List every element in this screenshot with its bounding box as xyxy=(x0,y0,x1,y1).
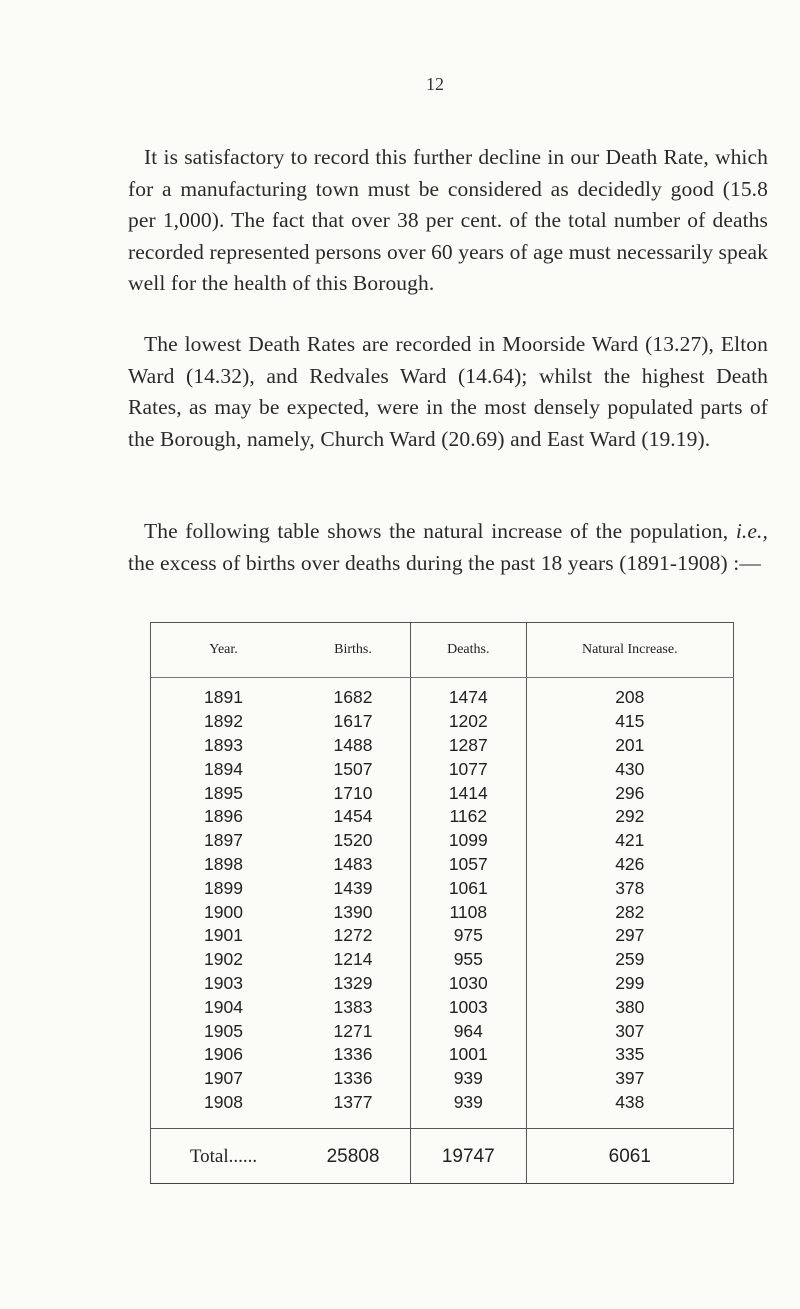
cell-births: 1520 xyxy=(296,829,411,853)
cell-natural-increase: 259 xyxy=(526,948,733,972)
cell-year: 1904 xyxy=(151,995,297,1019)
cell-deaths: 1474 xyxy=(411,678,527,710)
cell-year: 1895 xyxy=(151,781,297,805)
cell-natural-increase: 438 xyxy=(526,1091,733,1129)
cell-year: 1891 xyxy=(151,678,297,710)
cell-natural-increase: 307 xyxy=(526,1019,733,1043)
cell-deaths: 1108 xyxy=(411,900,527,924)
cell-natural-increase: 208 xyxy=(526,678,733,710)
cell-year: 1901 xyxy=(151,924,297,948)
intro-text-italic: i.e., xyxy=(735,519,768,543)
cell-births: 1336 xyxy=(296,1067,411,1091)
cell-year: 1900 xyxy=(151,900,297,924)
table-row xyxy=(151,995,734,1019)
cell-natural-increase: 282 xyxy=(526,900,733,924)
cell-births: 1454 xyxy=(296,805,411,829)
cell-natural-increase: 201 xyxy=(526,734,733,758)
cell-deaths: 1162 xyxy=(411,805,527,829)
table-row xyxy=(151,948,734,972)
cell-births: 1682 xyxy=(296,678,411,710)
cell-year: 1894 xyxy=(151,757,297,781)
cell-year: 1892 xyxy=(151,710,297,734)
cell-year: 1898 xyxy=(151,853,297,877)
cell-deaths: 939 xyxy=(411,1067,527,1091)
table-row xyxy=(151,710,734,734)
cell-natural-increase: 380 xyxy=(526,995,733,1019)
cell-natural-increase: 378 xyxy=(526,876,733,900)
cell-births: 1439 xyxy=(296,876,411,900)
table-body xyxy=(151,678,734,1129)
table-row xyxy=(151,924,734,948)
table-row xyxy=(151,900,734,924)
cell-deaths: 964 xyxy=(411,1019,527,1043)
table-row xyxy=(151,1091,734,1129)
cell-deaths: 1287 xyxy=(411,734,527,758)
total-births: 25808 xyxy=(296,1129,411,1184)
cell-deaths: 1001 xyxy=(411,1043,527,1067)
cell-year: 1905 xyxy=(151,1019,297,1043)
cell-natural-increase: 296 xyxy=(526,781,733,805)
table-row xyxy=(151,972,734,996)
table-row xyxy=(151,781,734,805)
cell-natural-increase: 426 xyxy=(526,853,733,877)
cell-births: 1483 xyxy=(296,853,411,877)
cell-births: 1710 xyxy=(296,781,411,805)
cell-natural-increase: 299 xyxy=(526,972,733,996)
cell-deaths: 1003 xyxy=(411,995,527,1019)
table-row xyxy=(151,1043,734,1067)
table-row xyxy=(151,829,734,853)
page-number: 12 xyxy=(426,74,444,94)
cell-births: 1617 xyxy=(296,710,411,734)
cell-deaths: 939 xyxy=(411,1091,527,1129)
table-row xyxy=(151,1067,734,1091)
cell-year: 1907 xyxy=(151,1067,297,1091)
cell-year: 1906 xyxy=(151,1043,297,1067)
cell-year: 1908 xyxy=(151,1091,297,1129)
cell-births: 1390 xyxy=(296,900,411,924)
cell-natural-increase: 335 xyxy=(526,1043,733,1067)
table-total-row xyxy=(151,1129,734,1184)
cell-deaths: 1099 xyxy=(411,829,527,853)
total-label: Total...... xyxy=(151,1129,297,1184)
cell-births: 1383 xyxy=(296,995,411,1019)
natural-increase-table xyxy=(150,622,734,1184)
intro-text-after: the excess of births over deaths during the past 18 years (1891-1908) :— xyxy=(128,550,761,575)
cell-births: 1272 xyxy=(296,924,411,948)
cell-year: 1902 xyxy=(151,948,297,972)
header-year: Year. xyxy=(151,623,297,678)
table-row xyxy=(151,678,734,710)
cell-deaths: 1030 xyxy=(411,972,527,996)
cell-births: 1488 xyxy=(296,734,411,758)
cell-deaths: 955 xyxy=(411,948,527,972)
header-deaths: Deaths. xyxy=(411,623,527,678)
cell-natural-increase: 292 xyxy=(526,805,733,829)
cell-natural-increase: 397 xyxy=(526,1067,733,1091)
cell-deaths: 1077 xyxy=(411,757,527,781)
paragraph-table-intro xyxy=(128,516,768,579)
cell-deaths: 1414 xyxy=(411,781,527,805)
paragraph-death-rate: It is satisfactory to record this further decline in our Death Rate, which for a manufacturing town must be considered as decidedly good (15.8 per 1,000). The fact that over 38 per cent. of the total number of deaths recorded represented persons over 60 years of age must necessarily speak well for the health of this Borough. xyxy=(128,145,769,295)
cell-deaths: 1057 xyxy=(411,853,527,877)
total-natural-increase: 6061 xyxy=(526,1129,733,1184)
header-natural-increase: Natural Increase. xyxy=(526,623,733,678)
cell-year: 1896 xyxy=(151,805,297,829)
table-row xyxy=(151,734,734,758)
cell-year: 1903 xyxy=(151,972,297,996)
cell-year: 1897 xyxy=(151,829,297,853)
intro-text-before: The following table shows the natural increase of the population, xyxy=(144,519,736,543)
table-row xyxy=(151,876,734,900)
paragraph-ward-rates: The lowest Death Rates are recorded in Moorside Ward (13.27), Elton Ward (14.32), and Redvales Ward (14.64); whilst the highest Death Rates, as may be expected, were in the most densely populated parts of the Borough, namely, Church Ward (20.69) and East Ward (19.19). xyxy=(128,332,768,451)
cell-births: 1336 xyxy=(296,1043,411,1067)
table-row xyxy=(151,1019,734,1043)
header-births: Births. xyxy=(296,623,411,678)
cell-natural-increase: 297 xyxy=(526,924,733,948)
cell-natural-increase: 421 xyxy=(526,829,733,853)
cell-births: 1329 xyxy=(296,972,411,996)
cell-natural-increase: 415 xyxy=(526,710,733,734)
cell-deaths: 975 xyxy=(411,924,527,948)
table-row xyxy=(151,757,734,781)
cell-births: 1271 xyxy=(296,1019,411,1043)
cell-deaths: 1061 xyxy=(411,876,527,900)
cell-year: 1893 xyxy=(151,734,297,758)
cell-deaths: 1202 xyxy=(411,710,527,734)
cell-births: 1507 xyxy=(296,757,411,781)
cell-natural-increase: 430 xyxy=(526,757,733,781)
table-row xyxy=(151,853,734,877)
cell-year: 1899 xyxy=(151,876,297,900)
cell-births: 1214 xyxy=(296,948,411,972)
cell-births: 1377 xyxy=(296,1091,411,1129)
total-deaths: 19747 xyxy=(411,1129,527,1184)
table-row xyxy=(151,805,734,829)
table-header-row xyxy=(151,623,734,678)
